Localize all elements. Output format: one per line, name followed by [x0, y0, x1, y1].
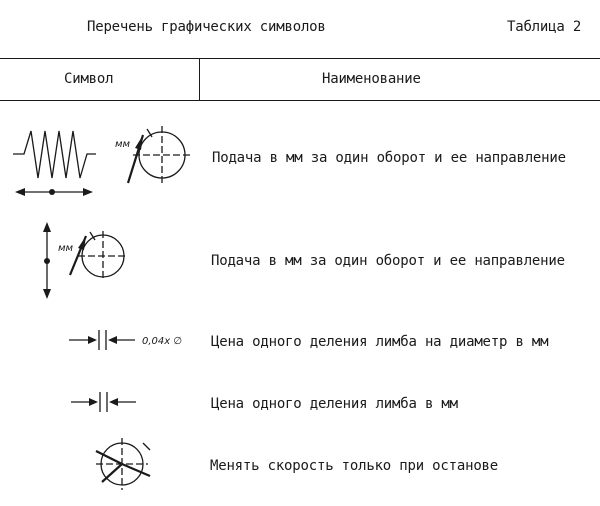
- svg-text:мм: мм: [115, 139, 131, 150]
- table-row-label: Цена одного деления лимба на диаметр в мм: [211, 334, 549, 350]
- column-header-name: Наименование: [322, 71, 421, 87]
- table-row-label: Менять скорость только при останове: [210, 458, 499, 474]
- table-row-label: Подача в мм за один оборот и ее направление: [212, 150, 566, 166]
- table-row-label: Подача в мм за один оборот и ее направление: [211, 253, 565, 269]
- svg-text:0,04х ∅: 0,04х ∅: [142, 336, 183, 347]
- column-header-symbol: Символ: [64, 71, 114, 87]
- table-label: Таблица 2: [507, 19, 582, 35]
- svg-text:мм: мм: [58, 243, 74, 254]
- table-row-label: Цена одного деления лимба в мм: [211, 396, 458, 412]
- page-title: Перечень графических символов: [87, 19, 326, 35]
